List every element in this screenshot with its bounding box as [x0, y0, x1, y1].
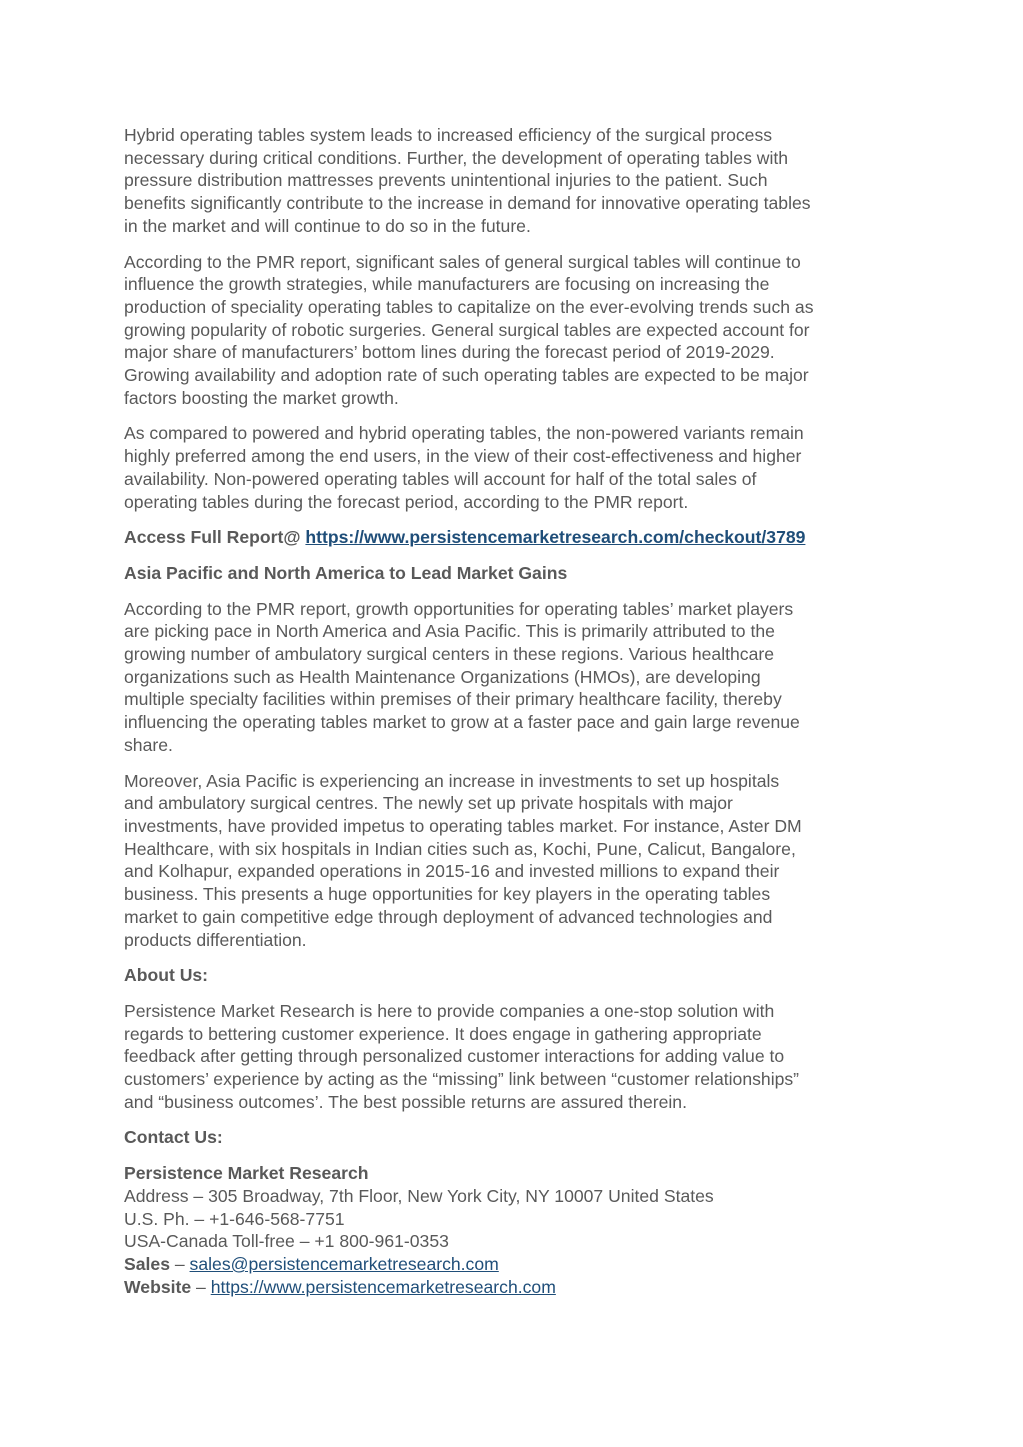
- text-line: Moreover, Asia Pacific is experiencing an increase in investments to set up hospitals: [124, 770, 780, 791]
- paragraph-growth-opportunities: [124, 598, 923, 757]
- text-line: Persistence Market Research is here to provide companies a one-stop solution with: [124, 1000, 775, 1021]
- text-line: influence the growth strategies, while manufacturers are focusing on increasing the: [124, 274, 770, 295]
- text-line: Hybrid operating tables system leads to increased efficiency of the surgical process: [124, 125, 773, 145]
- text-line: business. This presents a huge opportunities for key players in the operating tables: [124, 884, 771, 905]
- text-line: market to gain competitive edge through deployment of advanced technologies and: [124, 906, 773, 927]
- text-line: major share of manufacturers’ bottom lines during the forecast period of 2019-2029.: [124, 342, 775, 363]
- text-line: multiple specialty facilities within premises of their primary healthcare facility, thereby: [124, 689, 782, 710]
- text-line: benefits significantly contribute to the increase in demand for innovative operating tables: [124, 193, 811, 214]
- text-line: and Kolhapur, expanded operations in 2015-16 and invested millions to expand their: [124, 861, 780, 882]
- checkout-link[interactable]: https://www.persistencemarketresearch.com/checkout/3789: [305, 527, 806, 548]
- text-line: share.: [124, 734, 173, 755]
- address: Address – 305 Broadway, 7th Floor, New York City, NY 10007 United States: [124, 1185, 714, 1206]
- separator: –: [169, 1253, 190, 1274]
- paragraph-hybrid-tables: [124, 124, 923, 238]
- text-line: are picking pace in North America and Asia Pacific. This is primarily attributed to the: [124, 621, 775, 642]
- text-line: As compared to powered and hybrid operating tables, the non-powered variants remain: [124, 423, 804, 444]
- text-line: production of speciality operating tables to capitalize on the ever-evolving trends such as: [124, 296, 814, 317]
- paragraph-asia-investments: [124, 770, 923, 952]
- paragraph-about-us: [124, 1000, 923, 1114]
- paragraph-general-surgical-tables: [124, 251, 923, 410]
- website-link[interactable]: https://www.persistencemarketresearch.com: [210, 1276, 556, 1297]
- text-line: and ambulatory surgical centres. The newly set up private hospitals with major: [124, 793, 733, 814]
- text-line: products differentiation.: [124, 929, 307, 950]
- access-full-report: [124, 526, 923, 549]
- sales-line: [124, 1253, 923, 1276]
- text-line: in the market and will continue to do so in the future.: [124, 215, 531, 236]
- contact-details: [124, 1162, 923, 1298]
- text-line: investments, have provided impetus to operating tables market. For instance, Aster DM: [124, 815, 802, 836]
- company-name: Persistence Market Research: [124, 1163, 369, 1184]
- separator: –: [191, 1276, 211, 1297]
- phone: U.S. Ph. – +1-646-568-7751: [124, 1208, 345, 1229]
- text-line: highly preferred among the end users, in the view of their cost-effectiveness and higher: [124, 446, 802, 467]
- text-line: and “business outcomes’. The best possible returns are assured therein.: [124, 1091, 687, 1112]
- text-line: operating tables during the forecast period, according to the PMR report.: [124, 491, 689, 512]
- paragraph-non-powered: [124, 422, 923, 513]
- text-line: growing popularity of robotic surgeries. General surgical tables are expected account for: [124, 319, 810, 340]
- text-line: customers’ experience by acting as the “missing” link between “customer relationships”: [124, 1069, 800, 1090]
- website-line: [124, 1276, 923, 1299]
- text-line: According to the PMR report, significant sales of general surgical tables will continue to: [124, 251, 801, 272]
- text-line: According to the PMR report, growth opportunities for operating tables’ market players: [124, 598, 794, 619]
- text-line: growing number of ambulatory surgical centers in these regions. Various healthcare: [124, 644, 775, 665]
- text-line: factors boosting the market growth.: [124, 387, 399, 408]
- access-label: Access Full Report@: [124, 527, 306, 548]
- text-line: Growing availability and adoption rate of such operating tables are expected to be major: [124, 365, 809, 386]
- text-line: regards to bettering customer experience. It does engage in gathering appropriate: [124, 1023, 762, 1044]
- text-line: influencing the operating tables market to grow at a faster pace and gain large revenue: [124, 712, 800, 733]
- section-heading-asia: Asia Pacific and North America to Lead Market Gains: [124, 562, 568, 583]
- toll-free: USA-Canada Toll-free – +1 800-961-0353: [124, 1231, 449, 1252]
- text-line: necessary during critical conditions. Further, the development of operating tables with: [124, 147, 789, 168]
- text-line: Healthcare, with six hospitals in Indian cities such as, Kochi, Pune, Calicut, Bangalore,: [124, 838, 796, 859]
- section-heading-about: About Us:: [124, 965, 209, 986]
- website-label: Website: [124, 1276, 192, 1297]
- text-line: feedback after getting through personalized customer interactions for adding value to: [124, 1046, 785, 1067]
- section-heading-contact: Contact Us:: [124, 1127, 223, 1148]
- text-line: pressure distribution mattresses prevents unintentional injuries to the patient. Such: [124, 170, 768, 191]
- sales-email-link[interactable]: sales@persistencemarketresearch.com: [189, 1253, 499, 1274]
- text-line: organizations such as Health Maintenance Organizations (HMOs), are developing: [124, 666, 761, 687]
- sales-label: Sales: [124, 1253, 170, 1274]
- text-line: availability. Non-powered operating tables will account for half of the total sales of: [124, 468, 757, 489]
